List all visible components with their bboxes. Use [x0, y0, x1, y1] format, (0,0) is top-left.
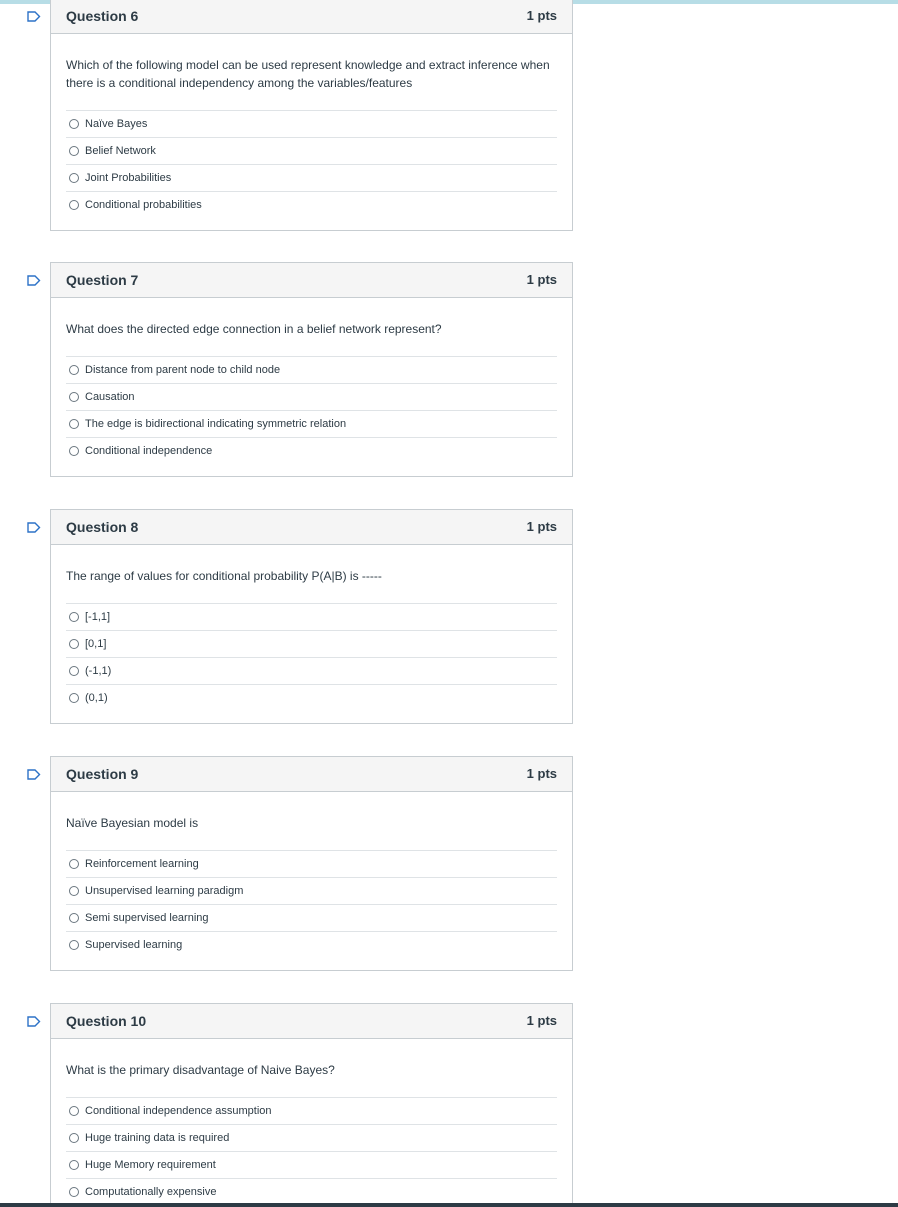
answer-option[interactable]	[66, 685, 557, 711]
question-card	[50, 262, 573, 477]
question-title: Question 7	[66, 272, 139, 288]
answer-label: Belief Network	[85, 145, 156, 157]
answer-label: Naïve Bayes	[85, 118, 148, 130]
question-points: 1 pts	[526, 519, 557, 534]
answer-label: (-1,1)	[85, 665, 112, 677]
answer-option[interactable]	[66, 438, 557, 464]
radio-button[interactable]	[69, 693, 79, 703]
question-points: 1 pts	[526, 8, 557, 23]
radio-button[interactable]	[69, 1160, 79, 1170]
question-points: 1 pts	[526, 1013, 557, 1028]
question-body	[51, 545, 572, 723]
answer-label: (0,1)	[85, 692, 108, 704]
question-points: 1 pts	[526, 272, 557, 287]
question-body	[51, 298, 572, 476]
radio-button[interactable]	[69, 365, 79, 375]
answer-label: Huge Memory requirement	[85, 1159, 216, 1171]
answer-option[interactable]	[66, 138, 557, 165]
question-header	[51, 263, 572, 298]
radio-button[interactable]	[69, 940, 79, 950]
question-header	[51, 0, 572, 34]
answer-option[interactable]	[66, 932, 557, 958]
answer-option[interactable]	[66, 631, 557, 658]
answer-label: The edge is bidirectional indicating symmetric relation	[85, 418, 347, 430]
answer-option[interactable]	[66, 411, 557, 438]
answer-list	[66, 1097, 557, 1205]
question-card	[50, 756, 573, 971]
radio-button[interactable]	[69, 1106, 79, 1116]
radio-button[interactable]	[69, 913, 79, 923]
question-text: What does the directed edge connection in a belief network represent?	[66, 322, 442, 336]
answer-label: Joint Probabilities	[85, 172, 172, 184]
radio-button[interactable]	[69, 446, 79, 456]
answer-option[interactable]	[66, 1152, 557, 1179]
flag-question-icon[interactable]	[27, 520, 41, 531]
question-points: 1 pts	[526, 766, 557, 781]
question-card	[50, 509, 573, 724]
answer-list	[66, 850, 557, 958]
answer-option[interactable]	[66, 192, 557, 218]
flag-question-icon[interactable]	[27, 273, 41, 284]
radio-button[interactable]	[69, 146, 79, 156]
radio-button[interactable]	[69, 612, 79, 622]
question-text: What is the primary disadvantage of Naive Bayes?	[66, 1063, 335, 1077]
radio-button[interactable]	[69, 1187, 79, 1197]
answer-option[interactable]	[66, 165, 557, 192]
answer-option[interactable]	[66, 111, 557, 138]
question-title: Question 8	[66, 519, 139, 535]
answer-option[interactable]	[66, 1125, 557, 1152]
radio-button[interactable]	[69, 419, 79, 429]
answer-list	[66, 603, 557, 711]
radio-button[interactable]	[69, 886, 79, 896]
question-card	[50, 0, 573, 231]
answer-label: Conditional independence assumption	[85, 1105, 272, 1117]
answer-option[interactable]	[66, 1098, 557, 1125]
answer-option[interactable]	[66, 384, 557, 411]
answer-label: Huge training data is required	[85, 1132, 230, 1144]
question-header	[51, 510, 572, 545]
answer-option[interactable]	[66, 1179, 557, 1205]
question-header	[51, 757, 572, 792]
answer-label: Causation	[85, 391, 135, 403]
answer-label: Conditional probabilities	[85, 199, 202, 211]
question-body	[51, 34, 572, 230]
radio-button[interactable]	[69, 639, 79, 649]
question-card	[50, 1003, 573, 1207]
radio-button[interactable]	[69, 859, 79, 869]
question-title: Question 9	[66, 766, 139, 782]
answer-label: Computationally expensive	[85, 1186, 217, 1198]
flag-question-icon[interactable]	[27, 767, 41, 778]
question-title: Question 6	[66, 8, 139, 24]
answer-option[interactable]	[66, 851, 557, 878]
answer-option[interactable]	[66, 878, 557, 905]
answer-option[interactable]	[66, 357, 557, 384]
answer-label: Semi supervised learning	[85, 912, 209, 924]
answer-label: Supervised learning	[85, 939, 183, 951]
question-body	[51, 1039, 572, 1207]
question-title: Question 10	[66, 1013, 147, 1029]
radio-button[interactable]	[69, 200, 79, 210]
answer-option[interactable]	[66, 658, 557, 685]
question-text: Which of the following model can be used represent knowledge and extract inference when there is a conditional independency among the variables/features	[66, 58, 550, 90]
flag-question-icon[interactable]	[27, 1014, 41, 1025]
answer-label: Reinforcement learning	[85, 858, 199, 870]
answer-label: Unsupervised learning paradigm	[85, 885, 244, 897]
answer-label: [-1,1]	[85, 611, 111, 623]
flag-question-icon[interactable]	[27, 9, 41, 20]
question-header	[51, 1004, 572, 1039]
answer-list	[66, 110, 557, 218]
question-text: Naïve Bayesian model is	[66, 816, 199, 830]
question-text: The range of values for conditional probability P(A|B) is -----	[66, 569, 382, 583]
radio-button[interactable]	[69, 1133, 79, 1143]
radio-button[interactable]	[69, 119, 79, 129]
question-body	[51, 792, 572, 970]
answer-option[interactable]	[66, 604, 557, 631]
answer-label: [0,1]	[85, 638, 107, 650]
answer-list	[66, 356, 557, 464]
bottom-bar	[0, 1203, 898, 1207]
radio-button[interactable]	[69, 392, 79, 402]
answer-option[interactable]	[66, 905, 557, 932]
answer-label: Distance from parent node to child node	[85, 364, 281, 376]
radio-button[interactable]	[69, 173, 79, 183]
radio-button[interactable]	[69, 666, 79, 676]
answer-label: Conditional independence	[85, 445, 213, 457]
